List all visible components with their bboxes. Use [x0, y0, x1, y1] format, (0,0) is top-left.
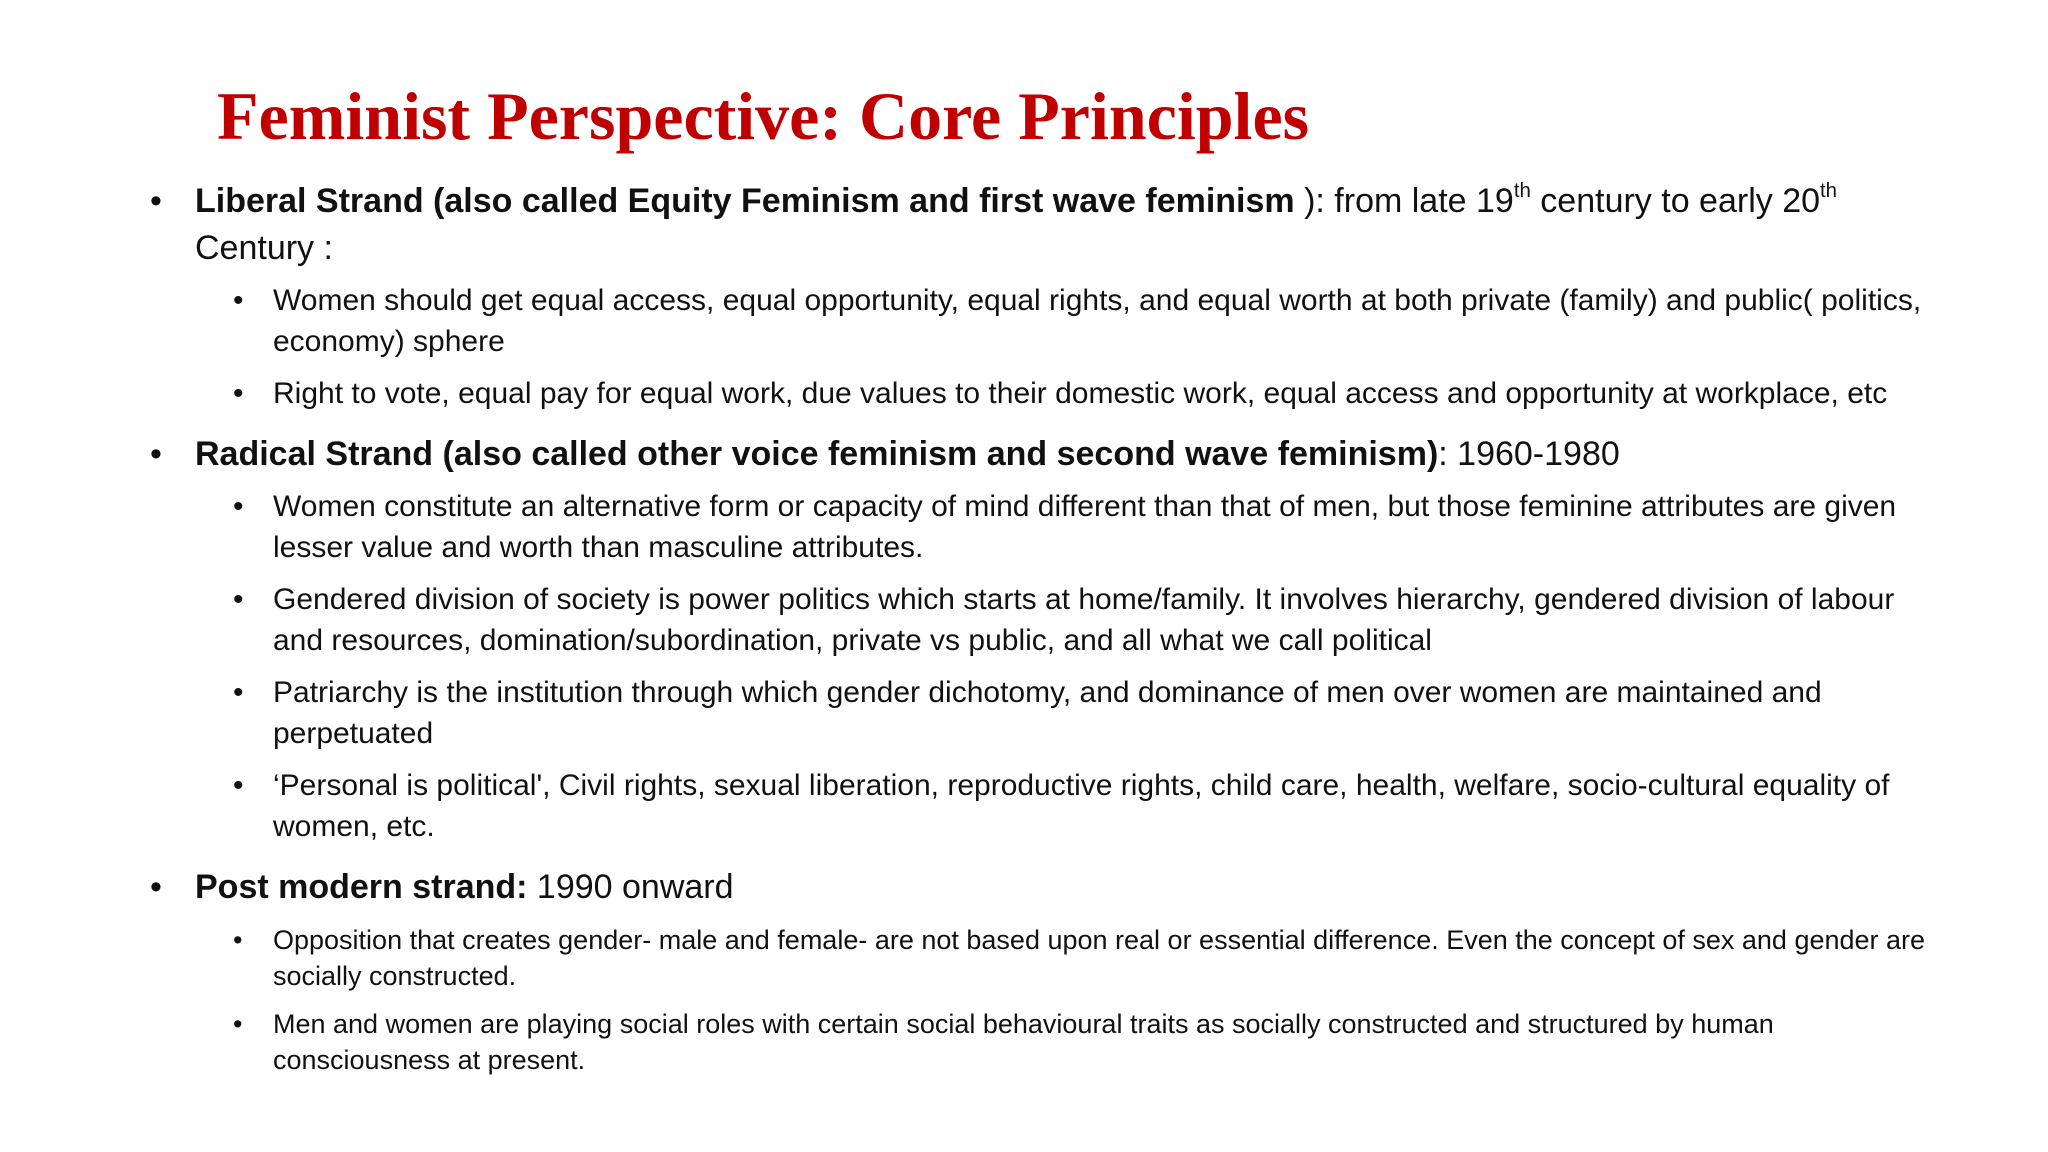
liberal-point-2 [150, 373, 1930, 414]
bullet-icon: • [233, 284, 244, 317]
postmodern-point-1 [150, 922, 1930, 994]
liberal-strand-period-b: century to early 20 [1530, 182, 1821, 220]
liberal-point-1 [150, 280, 1930, 362]
liberal-point-1-text: Women should get equal access, equal opportunity, equal rights, and equal worth at both private (family) and public( politics, economy) sphere [273, 284, 1922, 358]
bullet-radical-strand [150, 431, 1930, 478]
bullet-liberal-strand [150, 178, 1930, 272]
radical-strand-heading: Radical Strand (also called other voice feminism and second wave feminism) [195, 435, 1439, 473]
bullet-postmodern-strand [150, 864, 1930, 911]
bullet-icon: • [233, 490, 244, 523]
postmodern-strand-period: 1990 onward [527, 868, 734, 906]
liberal-strand-sup-1: th [1513, 179, 1531, 202]
slide-content [150, 178, 1930, 1078]
liberal-strand-period-a: ): from late 19 [1294, 182, 1514, 220]
liberal-strand-period-c: Century : [195, 229, 333, 267]
radical-point-3 [150, 672, 1930, 754]
radical-point-1-text: Women constitute an alternative form or capacity of mind different than that of men, but those feminine attributes are given lesser value and worth than masculine attributes. [273, 490, 1897, 564]
bullet-icon: • [233, 377, 244, 410]
bullet-icon: • [233, 925, 243, 955]
postmodern-point-1-text: Opposition that creates gender- male and female- are not based upon real or essential difference. Even the concept of sex and gender are socially constructed. [273, 925, 1926, 991]
radical-point-1 [150, 486, 1930, 568]
radical-point-4-text: ‘Personal is political', Civil rights, sexual liberation, reproductive rights, child care, health, welfare, socio-cultural equality of women, etc. [273, 769, 1890, 843]
bullet-icon: • [233, 676, 244, 709]
radical-point-4 [150, 765, 1930, 847]
postmodern-point-2-text: Men and women are playing social roles with certain social behavioural traits as socially constructed and structured by human consciousness at present. [273, 1009, 1774, 1075]
liberal-point-2-text: Right to vote, equal pay for equal work, due values to their domestic work, equal access and opportunity at workplace, etc [273, 377, 1888, 410]
bullet-icon: • [150, 182, 162, 220]
radical-point-3-text: Patriarchy is the institution through which gender dichotomy, and dominance of men over women are maintained and perpetuated [273, 676, 1822, 750]
postmodern-strand-heading: Post modern strand: [195, 868, 528, 906]
bullet-icon: • [233, 583, 244, 616]
liberal-strand-heading: Liberal Strand (also called Equity Feminism and first wave feminism [195, 182, 1295, 220]
radical-point-2 [150, 579, 1930, 661]
liberal-strand-sup-2: th [1820, 179, 1838, 202]
bullet-icon: • [233, 1009, 243, 1039]
bullet-icon: • [150, 435, 162, 473]
slide-title: Feminist Perspective: Core Principles [217, 78, 1310, 154]
radical-strand-period: : 1960-1980 [1438, 435, 1620, 473]
bullet-icon: • [233, 769, 244, 802]
bullet-icon: • [150, 868, 162, 906]
radical-point-2-text: Gendered division of society is power politics which starts at home/family. It involves hierarchy, gendered division of labour and resources, domination/subordination, private vs public, and all what we call political [273, 583, 1895, 657]
postmodern-point-2 [150, 1006, 1930, 1078]
